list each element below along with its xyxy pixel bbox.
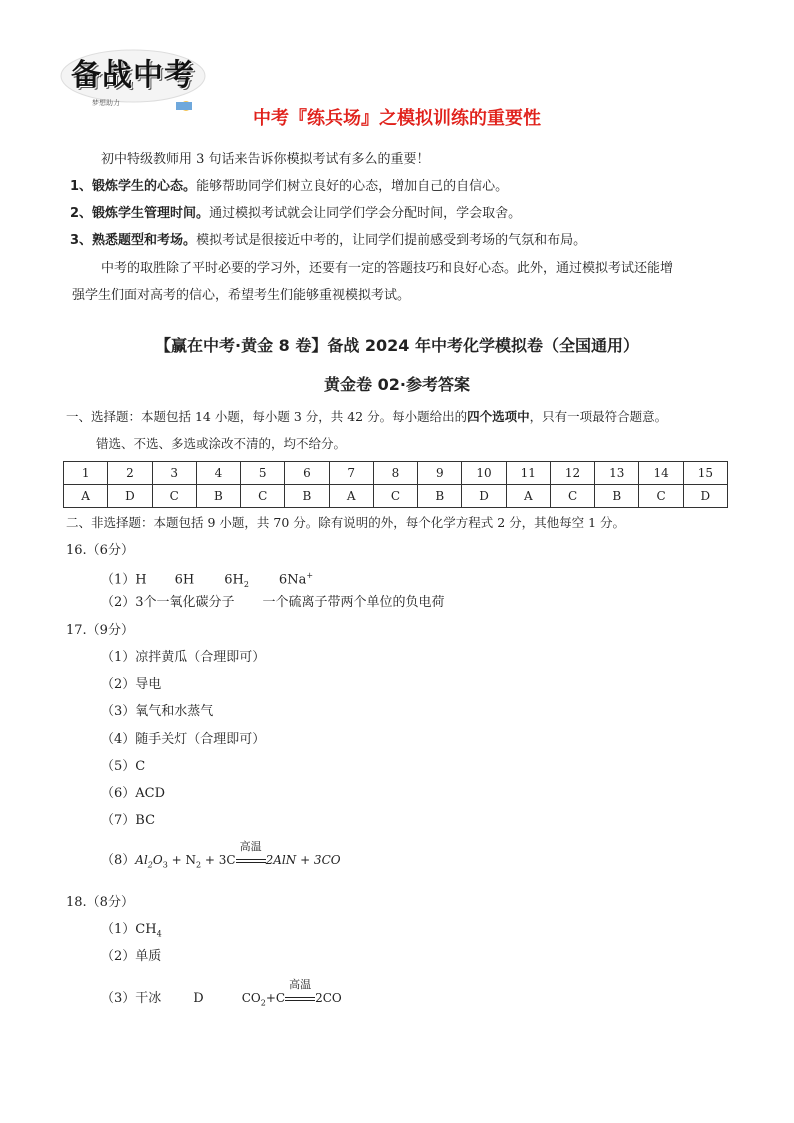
intro-closing-2: 强学生们面对高考的信心，希望考生们能够重视模拟考试。 xyxy=(72,288,411,303)
answer-cell: D xyxy=(462,485,506,508)
q17-answer-1: （1）凉拌黄瓜（合理即可） xyxy=(101,650,266,665)
answer-cell: A xyxy=(329,485,373,508)
question-number-cell: 7 xyxy=(329,462,373,485)
answer-cell: A xyxy=(506,485,550,508)
answer-cell: B xyxy=(196,485,240,508)
q16-heading: 16.（6分） xyxy=(66,543,134,558)
answer-cell: C xyxy=(639,485,683,508)
answer-cell: A xyxy=(64,485,108,508)
answer-cell: B xyxy=(418,485,462,508)
question-number-cell: 14 xyxy=(639,462,683,485)
q18-answer-3: （3）干冰 D $CO_2+C$ 高温 2CO xyxy=(101,978,342,1008)
q17-answer-3: （3）氧气和水蒸气 xyxy=(101,704,214,719)
answer-cell: B xyxy=(285,485,329,508)
q17-answer-4: （4）随手关灯（合理即可） xyxy=(101,732,266,747)
answer-table xyxy=(63,461,728,508)
intro-closing-1: 中考的取胜除了平时必要的学习外，还要有一定的答题技巧和良好心态。此外，通过模拟考试还能增 xyxy=(101,261,674,276)
question-number-cell: 1 xyxy=(64,462,108,485)
intro-point-1: 1、锻炼学生的心态。能够帮助同学们树立良好的心态，增加自己的自信心。 xyxy=(70,179,509,194)
logo-subtext: 梦想助力 xyxy=(92,99,120,107)
answer-cell: C xyxy=(152,485,196,508)
answer-table-answers xyxy=(64,485,728,508)
q17-heading: 17.（9分） xyxy=(66,623,134,638)
q17-answer-2: （2）导电 xyxy=(101,677,162,692)
exam-subtitle: 黄金卷 02·参考答案 xyxy=(324,375,470,394)
q17-equation: $Al_2O_3 + N_2 + 3C$ 高温 2AlN + 3CO xyxy=(135,840,341,870)
question-number-cell: 4 xyxy=(196,462,240,485)
section1-instruction: 一、选择题：本题包括 14 小题，每小题 3 分，共 42 分。每小题给出的四个选项中，只有一项最符合题意。 xyxy=(66,409,668,424)
question-number-cell: 3 xyxy=(152,462,196,485)
answer-cell: C xyxy=(550,485,594,508)
question-number-cell: 2 xyxy=(108,462,152,485)
question-number-cell: 5 xyxy=(241,462,285,485)
section2-instruction: 二、非选择题：本题包括 9 小题，共 70 分。除有说明的外，每个化学方程式 2 分，其他每空 1 分。 xyxy=(66,515,626,530)
intro-lead: 初中特级教师用 3 句话来告诉你模拟考试有多么的重要！ xyxy=(101,152,430,167)
question-number-cell: 9 xyxy=(418,462,462,485)
question-number-cell: 10 xyxy=(462,462,506,485)
answer-cell: D xyxy=(108,485,152,508)
promo-title: 中考『练兵场』之模拟训练的重要性 xyxy=(253,108,541,129)
question-number-cell: 11 xyxy=(506,462,550,485)
q17-answer-6: （6）ACD xyxy=(101,786,166,801)
q17-answer-7: （7）BC xyxy=(101,813,156,828)
answer-table-numbers xyxy=(64,462,728,485)
answer-cell: B xyxy=(595,485,639,508)
exam-title: 【赢在中考·黄金 8 卷】备战 2024 年中考化学模拟卷（全国通用） xyxy=(154,336,640,355)
question-number-cell: 13 xyxy=(595,462,639,485)
q18-heading: 18.（8分） xyxy=(66,895,134,910)
q16-answer-2: （2）3个一氧化碳分子 一个硫离子带两个单位的负电荷 xyxy=(101,595,445,610)
logo-text: 备战中考 xyxy=(71,58,195,93)
q18-answer-1: $(1)CH_4$ xyxy=(101,922,162,939)
section1-instruction-2: 错选、不选、多选或涂改不清的，均不给分。 xyxy=(96,436,347,451)
q18-answer-2: （2）单质 xyxy=(101,949,162,964)
q17-answer-5: （5）C xyxy=(101,759,146,774)
intro-point-2: 2、锻炼学生管理时间。通过模拟考试就会让同学们学会分配时间，学会取舍。 xyxy=(70,206,522,221)
q18-equation: $CO_2+C$ 高温 2CO xyxy=(241,978,342,1008)
q16-answer-1: （1）H 6H $6H_2$ 6Na+ xyxy=(101,571,314,589)
answer-cell: C xyxy=(241,485,285,508)
answer-cell: C xyxy=(373,485,417,508)
intro-point-3: 3、熟悉题型和考场。模拟考试是很接近中考的，让同学们提前感受到考场的气氛和布局。 xyxy=(70,233,587,248)
question-number-cell: 8 xyxy=(373,462,417,485)
question-number-cell: 15 xyxy=(683,462,727,485)
question-number-cell: 12 xyxy=(550,462,594,485)
answer-cell: D xyxy=(683,485,727,508)
question-number-cell: 6 xyxy=(285,462,329,485)
q17-answer-8: $(8)Al_2O_3 + N_2 + 3C$ 高温 2AlN + 3CO xyxy=(101,840,341,870)
